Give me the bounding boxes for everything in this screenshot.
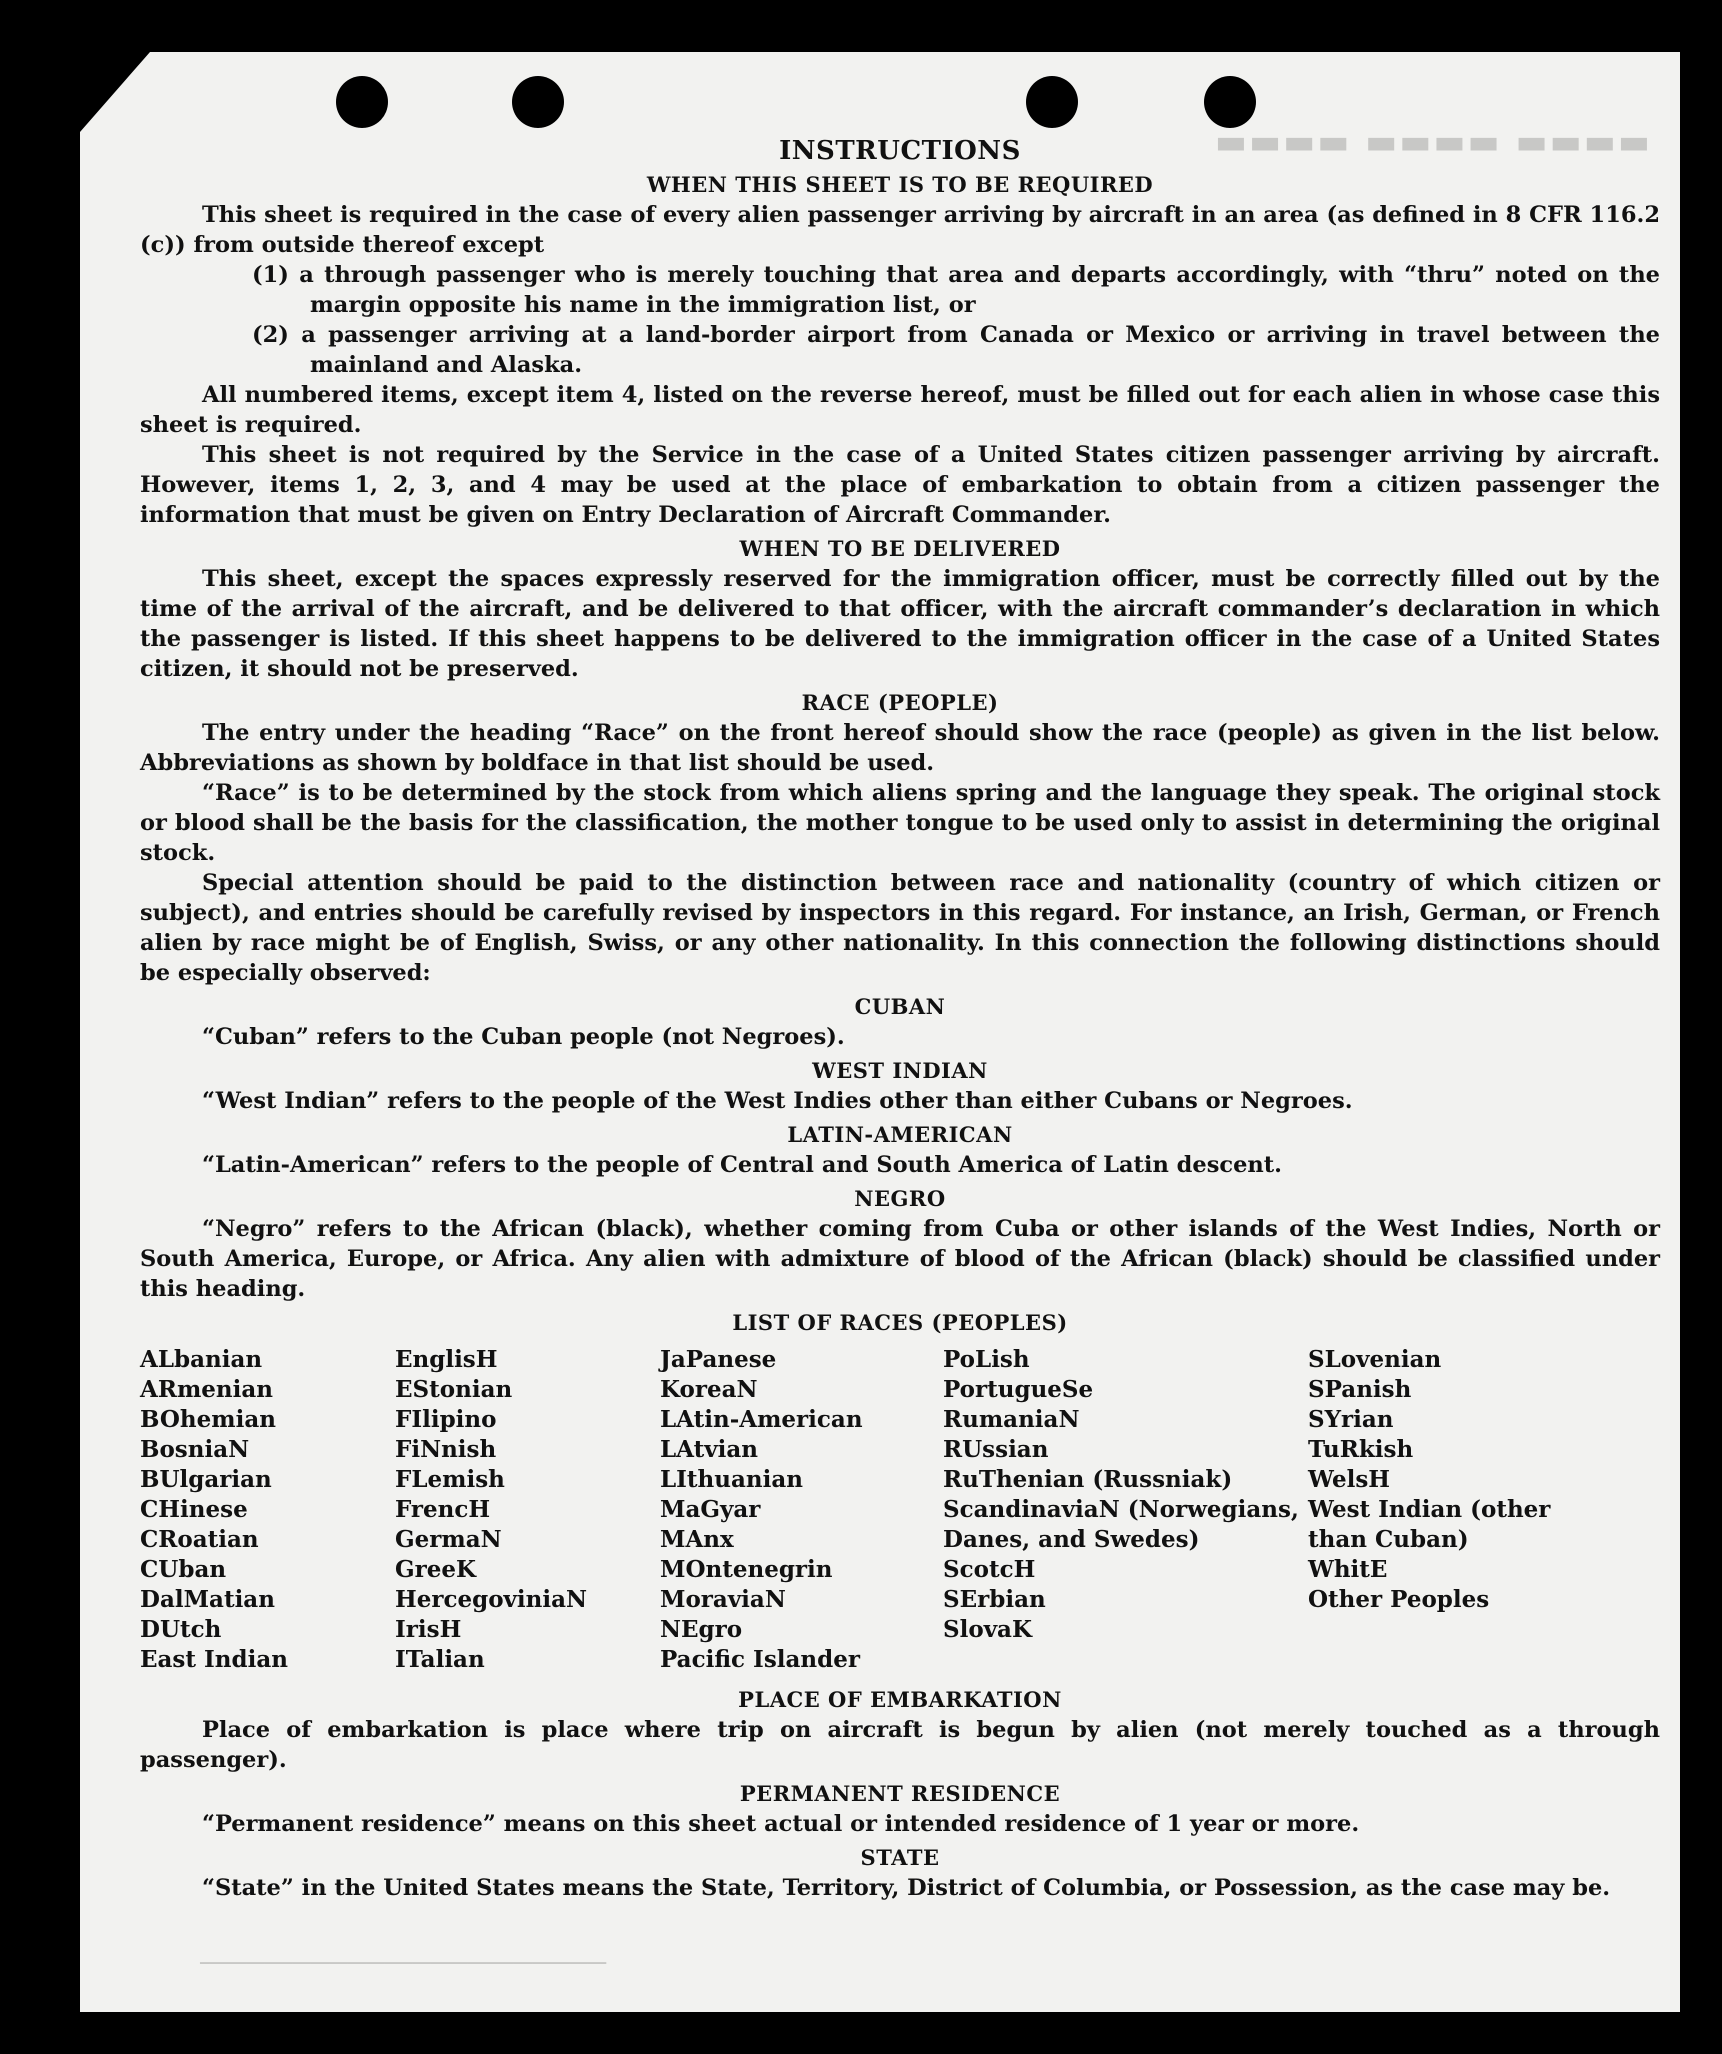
race-entry: FIlipino — [395, 1406, 497, 1433]
race-column — [943, 1345, 1308, 1675]
section-heading: WEST INDIAN — [812, 1058, 988, 1083]
paragraph: “Negro” refers to the African (black), whether coming from Cuba or other islands of the West Indies, North or South America, Europe, or Africa. Any alien with admixture of blood of the African (black) should be classified under this heading. — [140, 1216, 1660, 1302]
paragraph: “State” in the United States means the State, Territory, District of Columbia, or Possession, as the case may be. — [202, 1875, 1611, 1901]
race-entry: IrisH — [395, 1616, 462, 1643]
paragraph: “Race” is to be determined by the stock from which aliens spring and the language they speak. The original stock or blood shall be the basis for the classification, the mother tongue to be used only to assist in determining the original stock. — [140, 780, 1660, 866]
race-entry: MaGyar — [660, 1496, 761, 1523]
paragraph: Special attention should be paid to the distinction between race and nationality (country of which citizen or subject), and entries should be carefully revised by inspectors in this regard. For instance, an Irish, German, or French alien by race might be of English, Swiss, or any other nationality. In this connection the following distinctions should be especially observed: — [140, 870, 1660, 986]
faded-footer-print: ▁▁▁▁▁▁▁▁▁▁▁▁▁▁▁▁▁▁▁▁▁▁▁▁▁▁▁▁▁▁▁▁▁▁▁▁▁▁▁▁▁▁▁▁ — [200, 1950, 607, 1964]
race-entry: BUlgarian — [140, 1466, 272, 1493]
race-entry: EStonian — [395, 1376, 513, 1403]
page-title: INSTRUCTIONS — [779, 136, 1021, 166]
race-entry: ARmenian — [140, 1376, 274, 1403]
paragraph: This sheet is required in the case of every alien passenger arriving by aircraft in an area (as defined in 8 CFR 116.2 (c)) from outside thereof except — [140, 202, 1660, 258]
paragraph: The entry under the heading “Race” on the front hereof should show the race (people) as given in the list below. Abbreviations as shown by boldface in that list should be used. — [140, 720, 1660, 776]
race-entry: BOhemian — [140, 1406, 276, 1433]
paragraph: This sheet, except the spaces expressly reserved for the immigration officer, must be correctly filled out by the time of the arrival of the aircraft, and be delivered to that officer, with the aircraft commander’s declaration in which the passenger is listed. If this sheet happens to be delivered to the immigration officer in the case of a United States citizen, it should not be preserved. — [140, 566, 1660, 682]
race-entry: LAtvian — [660, 1436, 758, 1463]
race-entry: LIthuanian — [660, 1466, 803, 1493]
race-entry: ALbanian — [140, 1346, 263, 1373]
race-entry: FLemish — [395, 1466, 505, 1493]
punch-hole — [1204, 76, 1256, 128]
section-heading: PERMANENT RESIDENCE — [739, 1781, 1061, 1806]
race-entry: HercegoviniaN — [395, 1586, 588, 1613]
section-heading: NEGRO — [854, 1186, 946, 1211]
race-entry: GermaN — [395, 1526, 502, 1553]
race-entry: CHinese — [140, 1496, 248, 1523]
document-page — [80, 52, 1680, 2012]
race-entry: PortugueSe — [943, 1376, 1094, 1403]
section-heading: RACE (PEOPLE) — [801, 690, 999, 715]
paragraph: All numbered items, except item 4, listed on the reverse hereof, must be filled out for each alien in whose case this sheet is required. — [140, 382, 1660, 438]
race-entry: RuThenian (Russniak) — [943, 1466, 1233, 1493]
race-entry: RUssian — [943, 1436, 1049, 1463]
race-entry: SErbian — [943, 1586, 1046, 1613]
race-entry: SYrian — [1308, 1406, 1394, 1433]
paragraph: Place of embarkation is place where trip on aircraft is begun by alien (not merely touched as a through passenger). — [140, 1717, 1660, 1773]
instructions-body — [140, 136, 1660, 1903]
race-entry: WhitE — [1308, 1556, 1388, 1583]
race-column — [660, 1345, 943, 1675]
punch-hole — [336, 76, 388, 128]
paragraph: “West Indian” refers to the people of the West Indies other than either Cubans or Negroes. — [202, 1088, 1353, 1114]
race-entry: EnglisH — [395, 1346, 498, 1373]
race-entry: ScandinaviaN (Norwegians, Danes, and Swedes) — [943, 1496, 1299, 1553]
section-heading: CUBAN — [854, 994, 946, 1019]
race-entry: ScotcH — [943, 1556, 1036, 1583]
section-heading: STATE — [860, 1845, 940, 1870]
race-entry: FiNnish — [395, 1436, 497, 1463]
race-entry: MAnx — [660, 1526, 734, 1553]
race-entry: LAtin-American — [660, 1406, 863, 1433]
section-heading: LATIN-AMERICAN — [787, 1122, 1013, 1147]
race-entry: Other Peoples — [1308, 1586, 1490, 1613]
exception-item-2: (2) a passenger arriving at a land-border airport from Canada or Mexico or arriving in travel between the mainland and Alaska. — [252, 322, 1660, 378]
race-entry: Pacific Islander — [660, 1646, 860, 1673]
race-entry: East Indian — [140, 1646, 288, 1673]
race-entry: DUtch — [140, 1616, 222, 1643]
bleed-through-text: ▬▬▬▬ ▬▬▬▬ ▬▬▬▬ — [1212, 122, 1650, 162]
race-column — [140, 1345, 395, 1675]
race-entry: ITalian — [395, 1646, 485, 1673]
race-entry: JaPanese — [660, 1346, 777, 1373]
race-entry: FrencH — [395, 1496, 491, 1523]
race-entry: DalMatian — [140, 1586, 275, 1613]
race-entry: SLovenian — [1308, 1346, 1442, 1373]
paragraph: This sheet is not required by the Service in the case of a United States citizen passenger arriving by aircraft. However, items 1, 2, 3, and 4 may be used at the place of embarkation to obtain from a citizen passenger the information that must be given on Entry Declaration of Aircraft Commander. — [140, 442, 1660, 528]
exception-item-1: (1) a through passenger who is merely touching that area and departs accordingly, with “thru” noted on the margin opposite his name in the immigration list, or — [252, 262, 1660, 318]
race-entry: SlovaK — [943, 1616, 1032, 1643]
race-entry: MOntenegrin — [660, 1556, 833, 1583]
race-entry: BosniaN — [140, 1436, 250, 1463]
race-column — [395, 1345, 660, 1675]
paragraph: “Latin-American” refers to the people of Central and South America of Latin descent. — [202, 1152, 1282, 1178]
race-entry: KoreaN — [660, 1376, 758, 1403]
race-entry: WelsH — [1308, 1466, 1391, 1493]
section-heading: PLACE OF EMBARKATION — [738, 1687, 1062, 1712]
race-entry: MoraviaN — [660, 1586, 786, 1613]
race-entry: NEgro — [660, 1616, 743, 1643]
race-list — [140, 1345, 1660, 1675]
race-entry: PoLish — [943, 1346, 1030, 1373]
punch-hole — [1026, 76, 1078, 128]
punch-hole — [512, 76, 564, 128]
race-entry: West Indian (other than Cuban) — [1308, 1496, 1551, 1553]
section-heading: WHEN TO BE DELIVERED — [739, 536, 1061, 561]
paragraph: “Permanent residence” means on this sheet actual or intended residence of 1 year or more. — [202, 1811, 1360, 1837]
race-entry: RumaniaN — [943, 1406, 1080, 1433]
race-entry: SPanish — [1308, 1376, 1412, 1403]
section-heading: LIST OF RACES (PEOPLES) — [732, 1310, 1068, 1335]
cut-corner — [80, 52, 150, 132]
race-entry: GreeK — [395, 1556, 477, 1583]
race-entry: TuRkish — [1308, 1436, 1414, 1463]
paragraph: “Cuban” refers to the Cuban people (not Negroes). — [202, 1024, 845, 1050]
race-entry: CUban — [140, 1556, 227, 1583]
race-entry: CRoatian — [140, 1526, 259, 1553]
race-column — [1308, 1345, 1608, 1675]
section-heading: WHEN THIS SHEET IS TO BE REQUIRED — [646, 172, 1154, 197]
